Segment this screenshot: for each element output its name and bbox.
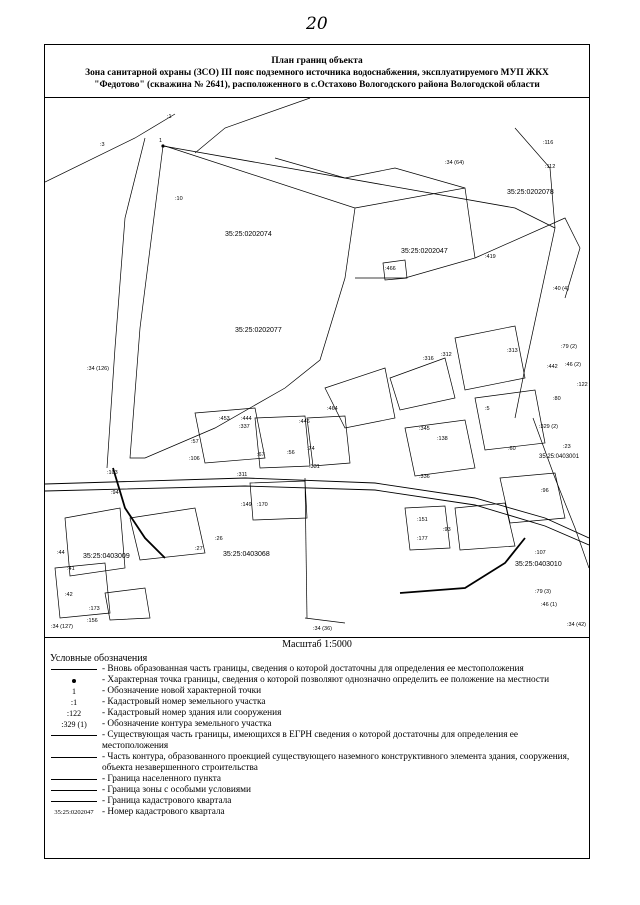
label-quarter-0202078: 35:25:0202078	[507, 189, 554, 196]
label-parcel-337: :337	[239, 424, 250, 430]
label-parcel-156: :156	[87, 618, 98, 624]
label-parcel-149: :149	[241, 502, 252, 508]
village-block-14	[130, 508, 205, 560]
legend-row-existing-boundary: - Существующая часть границы, имеющихся в ЕГРН сведения о которой достаточны для определения ее местоположения	[50, 730, 580, 752]
thin-line-icon	[51, 757, 97, 758]
village-block-11	[455, 503, 515, 550]
label-parcel-23: :23	[563, 444, 571, 450]
village-block-1	[195, 408, 265, 463]
label-parcel-336: :336	[419, 474, 430, 480]
legend-row-new-boundary: - Вновь образованная часть границы, сведения о которой достаточны для определения ее местоположения	[50, 664, 580, 675]
label-quarter-0403001: 35:25:0403001	[539, 454, 580, 460]
main-road-south-edge	[45, 486, 589, 545]
label-parcel-3: :3	[100, 142, 105, 148]
label-parcel-419: :419	[485, 254, 496, 260]
label-parcel-173: :173	[89, 606, 100, 612]
label-parcel-57: :57	[191, 439, 199, 445]
thin-line-icon	[51, 735, 97, 736]
label-parcel-34-36: :34 (36)	[313, 626, 332, 632]
zone-boundary-east	[400, 538, 525, 593]
label-parcel-316: :316	[423, 356, 434, 362]
village-block-6	[455, 326, 525, 390]
label-parcel-79-3: :79 (3)	[535, 589, 551, 595]
legend-row-building-number: :122 - Кадастровый номер здания или сооружения	[66, 708, 282, 718]
title-line-2: Зона санитарной охраны (ЗСО) III пояс подземного источника водоснабжения, эксплуатируемого МУП ЖКХ	[85, 68, 549, 78]
label-parcel-312: :312	[441, 352, 452, 358]
label-quarter-0403010: 35:25:0403010	[515, 561, 562, 568]
main-road-north-edge	[45, 478, 589, 538]
label-parcel-116: :116	[543, 140, 554, 146]
label-parcel-453: :453	[219, 416, 230, 422]
legend-row-zone-boundary: - Граница зоны с особыми условиями	[50, 785, 580, 796]
legend-row-quarter-number: 35:25:0202047 - Номер кадастрового квартала	[54, 807, 225, 817]
label-parcel-464: :464	[327, 406, 338, 412]
quarter-boundary-mid	[275, 158, 465, 188]
boundary-point-1	[161, 144, 164, 147]
label-parcel-10: :10	[175, 196, 183, 202]
label-parcel-34-64: :34 (64)	[445, 160, 464, 166]
village-block-3	[307, 416, 350, 466]
label-parcel-60: :60	[508, 446, 516, 452]
label-quarter-0202074: 35:25:0202074	[225, 231, 272, 238]
label-parcel-26: :26	[215, 536, 223, 542]
label-parcel-311: :311	[237, 472, 248, 478]
legend-row-building-contour: - Часть контура, образованного проекцией существующего наземного конструктивного элемента здания, сооружения, объекта незавершенного строительства	[50, 752, 580, 774]
title-line-3: "Федотово" (скважина № 2641), расположенного в с.Остахово Вологодского района Вологодской области	[94, 80, 540, 90]
label-parcel-331: :331	[309, 464, 320, 470]
label-quarter-0403009: 35:25:0403009	[83, 553, 130, 560]
road-north-east	[515, 128, 555, 418]
label-parcel-122: :122	[577, 382, 588, 388]
label-parcel-94: :94	[111, 490, 119, 496]
legend-title: Условные обозначения	[50, 653, 148, 664]
zone-polygon-link	[305, 618, 345, 623]
label-point-1: 1	[159, 138, 163, 144]
village-block-16	[105, 588, 150, 620]
label-quarter-0202047: 35:25:0202047	[401, 248, 448, 255]
label-parcel-1: :1	[167, 114, 172, 120]
label-parcel-93: :93	[443, 527, 451, 533]
label-parcel-40-4: :40 (4)	[553, 286, 569, 292]
label-quarter-0202077: 35:25:0202077	[235, 327, 282, 334]
label-parcel-177: :177	[417, 536, 428, 542]
dot-icon	[72, 679, 76, 683]
quarter-boundary-ne	[195, 98, 310, 153]
solid-line-icon	[51, 779, 97, 780]
label-parcel-74: :74	[307, 446, 315, 452]
label-parcel-44: :44	[57, 550, 65, 556]
title-line-1: План границ объекта	[271, 56, 363, 66]
label-parcel-46-1: :46 (1)	[541, 602, 557, 608]
label-parcel-34-126: :34 (126)	[87, 366, 110, 372]
village-block-5	[390, 358, 455, 410]
village-block-7	[475, 390, 545, 450]
village-block-4	[325, 368, 395, 428]
label-parcel-80: :80	[553, 396, 561, 402]
label-parcel-56: :56	[287, 450, 295, 456]
solid-line-icon	[51, 801, 97, 802]
label-parcel-151: :151	[417, 517, 428, 523]
label-parcel-107: :107	[535, 550, 546, 556]
legend-row-quarter-boundary: - Граница кадастрового квартала	[50, 796, 580, 807]
label-parcel-112: :112	[545, 164, 556, 170]
label-parcel-41: :41	[67, 566, 75, 572]
label-parcel-345: :345	[419, 426, 430, 432]
parcel-0202047-outline	[355, 188, 475, 278]
solid-line-icon	[51, 790, 97, 791]
village-block-8	[405, 420, 475, 476]
label-quarter-0403068: 35:25:0403068	[223, 551, 270, 558]
legend-row-contour: :329 (1) - Обозначение контура земельного участка	[61, 719, 272, 729]
parcel-10-outline	[130, 146, 355, 458]
map-scale: Масштаб 1:5000	[44, 637, 590, 649]
title-block	[44, 44, 590, 98]
label-parcel-446: :446	[299, 419, 310, 425]
legend-row-parcel-number: :1 - Кадастровый номер земельного участка	[70, 697, 266, 707]
label-parcel-444: :444	[241, 416, 252, 422]
label-parcel-103: :103	[107, 470, 118, 476]
label-parcel-79-2: :79 (2)	[561, 344, 577, 350]
label-parcel-313: :313	[507, 348, 518, 354]
label-parcel-138: :138	[437, 436, 448, 442]
quarter-boundary-north	[45, 114, 175, 182]
legend-row-settlement-boundary: - Граница населенного пункта	[50, 774, 580, 785]
label-parcel-46-2: :46 (2)	[565, 362, 581, 368]
label-parcel-27: :27	[195, 546, 203, 552]
cadastral-map	[45, 98, 589, 636]
label-parcel-442: :442	[547, 364, 558, 370]
zone-polygon-north	[163, 146, 555, 228]
label-parcel-96: :96	[541, 488, 549, 494]
legend	[50, 664, 580, 818]
page-number: 20	[306, 14, 328, 34]
label-parcel-42: :42	[65, 592, 73, 598]
solid-line-icon	[51, 669, 97, 670]
label-parcel-67: :67	[257, 452, 265, 458]
label-parcel-170: :170	[257, 502, 268, 508]
legend-row-boundary-point: - Характерная точка границы, сведения о которой позволяют однозначно определить ее положение на местности	[50, 675, 580, 686]
label-parcel-34-127: :34 (127)	[51, 624, 74, 630]
label-parcel-329-2: :329 (2)	[539, 424, 558, 430]
label-parcel-34-42: :34 (42)	[567, 622, 586, 628]
legend-row-new-point-label: 1 - Обозначение новой характерной точки	[72, 686, 262, 696]
quarter-boundary-west	[107, 138, 145, 468]
label-parcel-5: :5	[485, 406, 490, 412]
label-parcel-106: :106	[189, 456, 200, 462]
label-parcel-466: :466	[385, 266, 396, 272]
